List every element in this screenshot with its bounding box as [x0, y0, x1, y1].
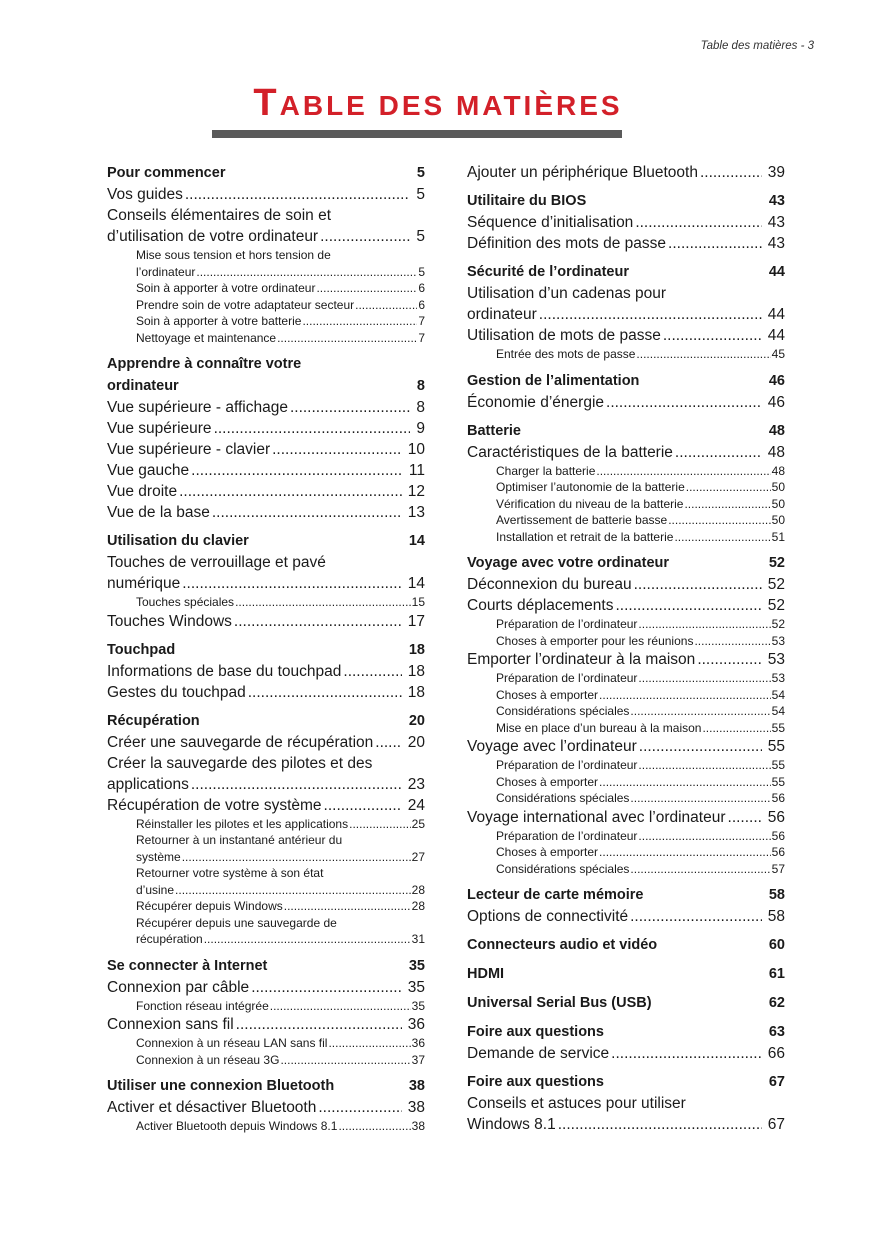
- toc-subentry[interactable]: Avertissement de batterie basse ..... 50: [496, 512, 785, 529]
- toc-entry[interactable]: ordinateur ..... 44: [467, 304, 785, 325]
- toc-entry[interactable]: Ajouter un périphérique Bluetooth ..... 39: [467, 162, 785, 183]
- toc-entry[interactable]: Déconnexion du bureau ..... 52: [467, 574, 785, 595]
- title-rule: [212, 130, 622, 138]
- toc-entry[interactable]: Séquence d’initialisation ..... 43: [467, 212, 785, 233]
- toc-entry-wrap: Touches de verrouillage et pavé: [107, 554, 326, 571]
- toc-subentry-wrap: Mise sous tension et hors tension de: [136, 248, 331, 262]
- toc-entry[interactable]: Économie d’énergie ..... 46: [467, 392, 785, 413]
- toc-subentry[interactable]: Mise en place d’un bureau à la maison ..... 55: [496, 720, 785, 737]
- toc-subentry[interactable]: Considérations spéciales ..... 57: [496, 861, 785, 878]
- toc-entry[interactable]: d’utilisation de votre ordinateur ..... 5: [107, 226, 425, 247]
- toc-entry[interactable]: numérique ..... 14: [107, 573, 425, 594]
- toc-subentry-wrap: Récupérer depuis une sauvegarde de: [136, 915, 337, 930]
- toc-entry[interactable]: Emporter l’ordinateur à la maison ..... 53: [467, 649, 785, 670]
- toc-entry[interactable]: Courts déplacements ..... 52: [467, 595, 785, 616]
- toc-section-heading[interactable]: Universal Serial Bus (USB) 62: [467, 995, 785, 1011]
- toc-subentry[interactable]: Choses à emporter pour les réunions ..... 53: [496, 633, 785, 650]
- toc-subentry[interactable]: d’usine ..... 28: [136, 882, 425, 899]
- toc-entry[interactable]: Créer une sauvegarde de récupération ..... 20: [107, 732, 425, 753]
- toc-section-heading[interactable]: Foire aux questions 63: [467, 1024, 785, 1040]
- toc-column-left: [107, 162, 425, 1135]
- running-header: Table des matières - 3: [700, 40, 814, 52]
- toc-subentry[interactable]: Considérations spéciales ..... 54: [496, 703, 785, 720]
- toc-entry[interactable]: Vue supérieure - affichage ..... 8: [107, 397, 425, 418]
- toc-subentry[interactable]: Optimiser l’autonomie de la batterie ..... 50: [496, 479, 785, 496]
- toc-entry[interactable]: Connexion par câble ..... 35: [107, 977, 425, 998]
- toc-subentry[interactable]: Soin à apporter à votre batterie ..... 7: [136, 313, 425, 330]
- toc-subentry[interactable]: Choses à emporter ..... 56: [496, 844, 785, 861]
- toc-subentry[interactable]: Charger la batterie ..... 48: [496, 463, 785, 480]
- toc-subentry[interactable]: Fonction réseau intégrée ..... 35: [136, 998, 425, 1015]
- toc-entry-wrap: Conseils élémentaires de soin et: [107, 207, 332, 224]
- toc-section-heading[interactable]: Se connecter à Internet 35: [107, 957, 425, 974]
- toc-subentry[interactable]: l’ordinateur ..... 5: [136, 264, 425, 281]
- toc-entry[interactable]: Définition des mots de passe ..... 43: [467, 233, 785, 254]
- toc-entry[interactable]: Options de connectivité ..... 58: [467, 906, 785, 927]
- toc-section-heading[interactable]: HDMI 61: [467, 966, 785, 982]
- toc-section-heading[interactable]: Voyage avec votre ordinateur 52: [467, 555, 785, 571]
- toc-subentry[interactable]: Connexion à un réseau 3G ..... 37: [136, 1052, 425, 1069]
- toc-subentry[interactable]: Récupérer depuis Windows ..... 28: [136, 898, 425, 915]
- toc-section-heading[interactable]: Foire aux questions 67: [467, 1074, 785, 1090]
- toc-section-heading[interactable]: Batterie 48: [467, 422, 785, 439]
- toc-subentry-wrap: Retourner votre système à son état: [136, 866, 324, 880]
- toc-entry[interactable]: Vue supérieure ..... 9: [107, 418, 425, 439]
- toc-subentry[interactable]: Soin à apporter à votre ordinateur ..... 6: [136, 280, 425, 297]
- toc-section-heading[interactable]: Pour commencer 5: [107, 165, 425, 181]
- toc-section-heading[interactable]: Touchpad 18: [107, 641, 425, 658]
- toc-section-heading-wrap: Apprendre à connaître votre: [107, 356, 302, 372]
- page-title: TABLE DES MATIÈRES: [253, 82, 623, 124]
- toc-section-heading[interactable]: Utilitaire du BIOS 43: [467, 193, 785, 209]
- toc-entry-wrap: Utilisation d’un cadenas pour: [467, 285, 667, 302]
- toc-entry-wrap: Créer la sauvegarde des pilotes et des: [107, 754, 373, 772]
- toc-subentry[interactable]: Choses à emporter ..... 54: [496, 687, 785, 704]
- toc-subentry[interactable]: Activer Bluetooth depuis Windows 8.1 ..... 38: [136, 1118, 425, 1135]
- toc-entry[interactable]: Vue de la base ..... 13: [107, 502, 425, 523]
- toc-subentry[interactable]: Vérification du niveau de la batterie ..... 50: [496, 496, 785, 513]
- toc-entry[interactable]: Gestes du touchpad ..... 18: [107, 682, 425, 703]
- toc-section-heading[interactable]: Connecteurs audio et vidéo 60: [467, 937, 785, 953]
- toc-entry[interactable]: Utilisation de mots de passe ..... 44: [467, 325, 785, 346]
- toc-section-heading[interactable]: Utilisation du clavier 14: [107, 533, 425, 549]
- toc-subentry[interactable]: Préparation de l’ordinateur ..... 55: [496, 757, 785, 774]
- toc-entry[interactable]: Caractéristiques de la batterie ..... 48: [467, 442, 785, 463]
- toc-section-heading[interactable]: Utiliser une connexion Bluetooth 38: [107, 1078, 425, 1094]
- toc-entry[interactable]: Voyage avec l’ordinateur ..... 55: [467, 736, 785, 757]
- toc-entry[interactable]: Activer et désactiver Bluetooth ..... 38: [107, 1097, 425, 1118]
- toc-section-heading[interactable]: ordinateur 8: [107, 378, 425, 394]
- toc-entry[interactable]: Informations de base du touchpad ..... 18: [107, 661, 425, 682]
- toc-section-heading[interactable]: Sécurité de l’ordinateur 44: [467, 264, 785, 280]
- toc-subentry-wrap: Retourner à un instantané antérieur du: [136, 833, 343, 847]
- toc-subentry[interactable]: Connexion à un réseau LAN sans fil ..... 36: [136, 1035, 425, 1052]
- toc-entry[interactable]: Vos guides ..... 5: [107, 184, 425, 205]
- toc-subentry[interactable]: Nettoyage et maintenance ..... 7: [136, 330, 425, 347]
- toc-entry[interactable]: Connexion sans fil ..... 36: [107, 1014, 425, 1035]
- toc-entry[interactable]: Vue supérieure - clavier ..... 10: [107, 439, 425, 460]
- toc-section-heading[interactable]: Gestion de l’alimentation 46: [467, 372, 785, 389]
- toc-entry[interactable]: Windows 8.1 ..... 67: [467, 1114, 785, 1135]
- toc-subentry[interactable]: récupération ..... 31: [136, 931, 425, 948]
- toc-subentry[interactable]: Touches spéciales ..... 15: [136, 594, 425, 611]
- toc-subentry[interactable]: Entrée des mots de passe ..... 45: [496, 346, 785, 363]
- toc-entry[interactable]: applications ..... 23: [107, 774, 425, 795]
- toc-entry[interactable]: Voyage international avec l’ordinateur ..... 56: [467, 807, 785, 828]
- toc-subentry[interactable]: Préparation de l’ordinateur ..... 52: [496, 616, 785, 633]
- toc-subentry[interactable]: Réinstaller les pilotes et les applications ..... 25: [136, 816, 425, 833]
- toc-entry[interactable]: Touches Windows ..... 17: [107, 611, 425, 632]
- toc-entry[interactable]: Demande de service ..... 66: [467, 1043, 785, 1064]
- toc-entry[interactable]: Récupération de votre système ..... 24: [107, 795, 425, 816]
- toc-subentry[interactable]: système ..... 27: [136, 849, 425, 866]
- toc-column-right: [467, 162, 785, 1135]
- toc-subentry[interactable]: Choses à emporter ..... 55: [496, 774, 785, 791]
- toc-section-heading[interactable]: Lecteur de carte mémoire 58: [467, 887, 785, 903]
- toc-subentry[interactable]: Préparation de l’ordinateur ..... 53: [496, 670, 785, 687]
- toc-entry-wrap: Conseils et astuces pour utiliser: [467, 1095, 686, 1112]
- toc-section-heading[interactable]: Récupération 20: [107, 712, 425, 729]
- toc-entry[interactable]: Vue gauche ..... 11: [107, 460, 425, 481]
- toc-entry[interactable]: Vue droite ..... 12: [107, 481, 425, 502]
- toc-subentry[interactable]: Prendre soin de votre adaptateur secteur ..... 6: [136, 297, 425, 314]
- toc-subentry[interactable]: Installation et retrait de la batterie ..... 51: [496, 529, 785, 546]
- toc-subentry[interactable]: Considérations spéciales ..... 56: [496, 790, 785, 807]
- toc-subentry[interactable]: Préparation de l’ordinateur ..... 56: [496, 828, 785, 845]
